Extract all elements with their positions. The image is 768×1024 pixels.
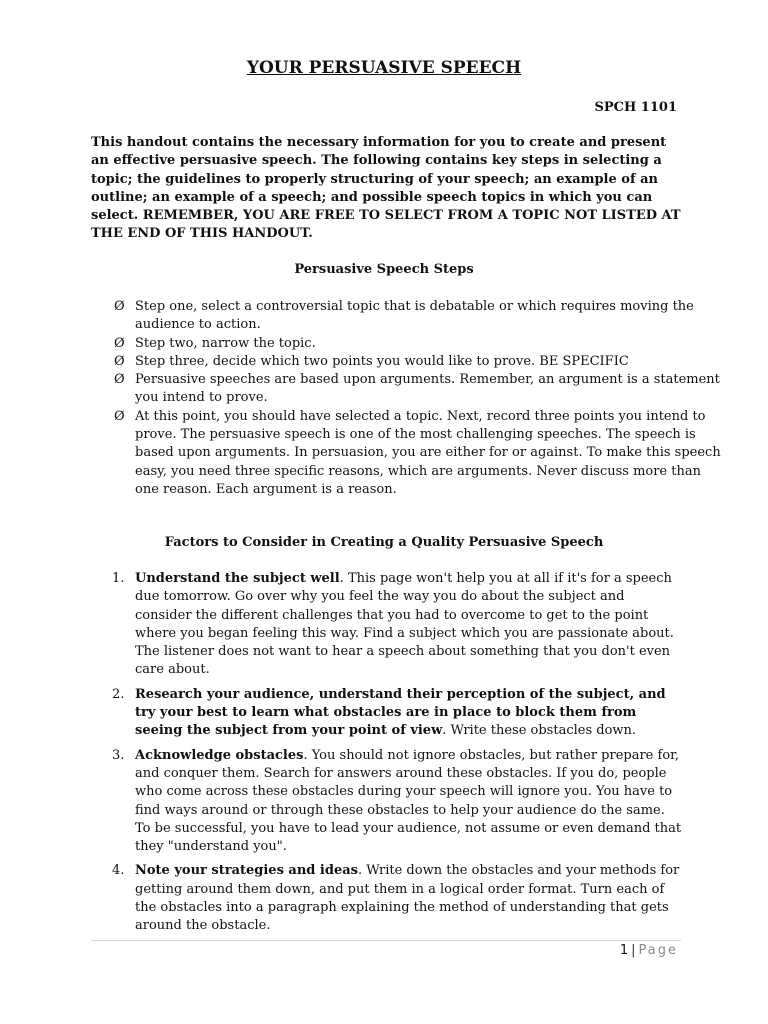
factor-title: Acknowledge obstacles	[135, 747, 304, 763]
factor-item	[112, 686, 682, 741]
factor-number: 1.	[112, 571, 125, 586]
steps-list	[114, 298, 724, 499]
course-code: SPCH 1101	[594, 100, 677, 115]
intro-paragraph: This handout contains the necessary information for you to create and present an effective persuasive speech. The following contains key steps in selecting a topic; the guidelines to properly structuring of your speech; an example of an outline; an example of a speech; and possible speech topics in which you can select. REMEMBER, YOU ARE FREE TO SELECT FROM A TOPIC NOT LISTED AT THE END OF THIS HANDOUT.	[91, 135, 681, 242]
factor-item	[112, 862, 682, 935]
factors-heading: Factors to Consider in Creating a Quality Persuasive Speech	[164, 535, 604, 550]
factor-title: Research your audience, understand their perception of the subject, and try your best to learn what obstacles are in place to block them from seeing the subject from your point of view	[135, 686, 666, 739]
factors-list	[112, 570, 682, 942]
factor-text: . You should not ignore obstacles, but rather prepare for, and conquer them. Search for answers around these obstacles. If you do, people who come across these obstacles during your speech will ignore you. You have to find ways around or through these obstacles to help your audience do the same. To be successful, you have to lead your audience, not assume or even demand that they "understand you".	[135, 747, 682, 855]
factor-title: Understand the subject well	[135, 571, 340, 586]
step-item	[114, 335, 724, 353]
bullet-icon: Ø	[114, 299, 125, 314]
step-text: Persuasive speeches are based upon arguments. Remember, an argument is a statement you intend to prove.	[135, 372, 720, 406]
factor-text: . Write down the obstacles and your methods for getting around them down, and put them in a logical order format. Turn each of the obstacles into a paragraph explaining the method of understanding that gets around the obstacle.	[135, 863, 680, 934]
page-footer	[620, 943, 678, 958]
factor-item	[112, 570, 682, 680]
bullet-icon: Ø	[114, 353, 125, 369]
factor-number: 2.	[112, 686, 125, 702]
factor-number: 4.	[112, 863, 125, 879]
step-item	[114, 353, 724, 371]
step-text: Step three, decide which two points you would like to prove. BE SPECIFIC	[135, 353, 629, 369]
step-item	[114, 408, 724, 499]
bullet-icon: Ø	[114, 372, 125, 388]
page-label: Page	[638, 943, 678, 958]
document-title: YOUR PERSUASIVE SPEECH	[246, 58, 522, 78]
step-item	[114, 298, 724, 335]
page-separator: |	[631, 943, 636, 958]
footer-divider	[91, 940, 681, 941]
page-number: 1	[619, 943, 629, 958]
step-item	[114, 371, 724, 408]
steps-heading: Persuasive Speech Steps	[294, 262, 474, 277]
step-text: At this point, you should have selected a topic. Next, record three points you intend to prove. The persuasive speech is one of the most challenging speeches. The speech is based upon arguments. In persuasion, you are either for or against. To make this speech easy, you need three specific reasons, which are arguments. Never discuss more than one reason. Each argument is a reason.	[135, 408, 721, 497]
factor-text: . Write these obstacles down.	[442, 723, 637, 739]
factor-number: 3.	[112, 747, 125, 763]
bullet-icon: Ø	[114, 335, 125, 351]
factor-text: . This page won't help you at all if it's for a speech due tomorrow. Go over why you feel the way you do about the subject and consider the different challenges that you had to overcome to get to the point where you began feeling this way. Find a subject which you are passionate about. The listener does not want to hear a speech about something that you don't even care about.	[135, 571, 674, 678]
bullet-icon: Ø	[114, 408, 125, 424]
factor-title: Note your strategies and ideas	[135, 863, 358, 879]
step-text: Step two, narrow the topic.	[135, 335, 316, 351]
step-text: Step one, select a controversial topic that is debatable or which requires moving the audience to action.	[135, 299, 694, 333]
factor-item	[112, 747, 682, 857]
